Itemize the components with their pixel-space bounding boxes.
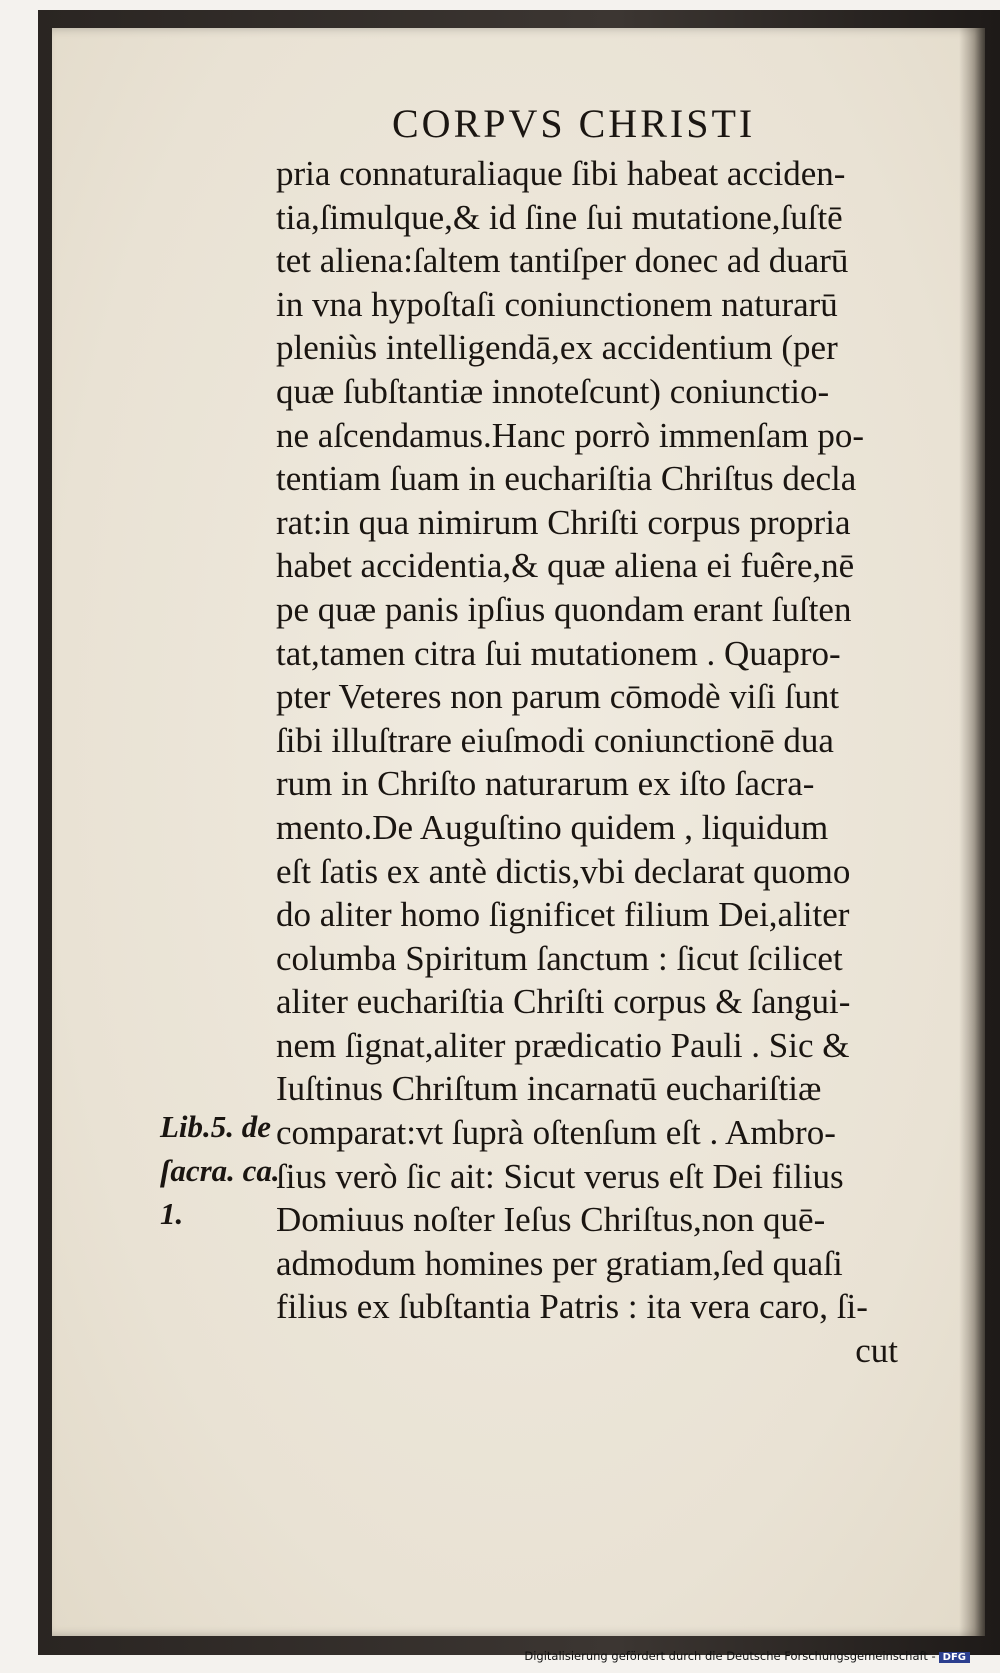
- text-line: aliter euchariſtia Chriſti corpus & ſangui-: [276, 982, 851, 1022]
- text-line: Iuſtinus Chriſtum incarnatū euchariſtiæ: [276, 1069, 822, 1109]
- text-line: ſius verò ſic ait: Sicut verus eſt Dei filius: [276, 1156, 844, 1196]
- text-line: tia,ſimulque,& id ſine ſui mutatione,ſuſtē: [276, 197, 843, 237]
- text-line: filius ex ſubſtantia Patris : ita vera caro, ſi-: [276, 1287, 868, 1327]
- text-line: tet aliena:ſaltem tantiſper donec ad duarū: [276, 241, 849, 281]
- page-gutter-shadow: [959, 28, 985, 1636]
- text-line: in vna hypoſtaſi coniunctionem naturarū: [276, 284, 838, 324]
- text-line: habet accidentia,& quæ aliena ei fuêre,nē: [276, 546, 855, 586]
- digitization-credit: [524, 1649, 970, 1663]
- text-line: admodum homines per gratiam,ſed quaſi: [276, 1243, 843, 1283]
- text-line: tentiam ſuam in euchariſtia Chriſtus decla: [276, 459, 857, 499]
- marginal-note-line: ſacra. ca.: [160, 1152, 280, 1188]
- text-line: comparat:vt ſuprà oſtenſum eſt . Ambro-: [276, 1113, 836, 1153]
- text-line: mento.De Auguſtino quidem , liquidum: [276, 807, 829, 847]
- text-line: quæ ſubſtantiæ innoteſcunt) coniunctio-: [276, 371, 830, 411]
- marginal-note: [160, 1105, 284, 1236]
- catchword: cut: [855, 1331, 898, 1371]
- text-line: do aliter homo ſignificet filium Dei,aliter: [276, 895, 850, 935]
- running-head: CORPVS CHRISTI: [392, 101, 756, 146]
- text-line: tat,tamen citra ſui mutationem . Quapro-: [276, 633, 841, 673]
- text-line: rat:in qua nimirum Chriſti corpus propria: [276, 502, 851, 542]
- marginal-note-line: 1.: [160, 1196, 184, 1232]
- text-line: nem ſignat,aliter prædicatio Pauli . Sic &: [276, 1025, 850, 1065]
- text-line: pria connaturaliaque ſibi habeat acciden-: [276, 154, 846, 193]
- text-line: ſibi illuſtrare eiuſmodi coniunctionē dua: [276, 720, 834, 760]
- text-line: rum in Chriſto naturarum ex iſto ſacra-: [276, 764, 815, 804]
- text-line: eſt ſatis ex antè dictis,vbi declarat quomo: [276, 851, 851, 891]
- dfg-logo: DFG: [939, 1652, 970, 1663]
- text-line: columba Spiritum ſanctum : ſicut ſcilicet: [276, 938, 843, 978]
- credit-text: Digitalisierung gefördert durch die Deutsche Forschungsgemeinschaft -: [524, 1649, 936, 1663]
- marginal-note-line: Lib.5. de: [160, 1109, 272, 1144]
- text-line: pter Veteres non parum cōmodè viſi ſunt: [276, 677, 840, 717]
- text-line: ne aſcendamus.Hanc porrò immenſam po-: [276, 415, 864, 455]
- text-line: Domiuus noſter Ieſus Chriſtus,non quē-: [276, 1200, 826, 1240]
- text-line: pleniùs intelligendā,ex accidentium (per: [276, 328, 838, 368]
- text-line: pe quæ panis ipſius quondam erant ſuſten: [276, 589, 852, 629]
- body-text: [276, 152, 936, 1373]
